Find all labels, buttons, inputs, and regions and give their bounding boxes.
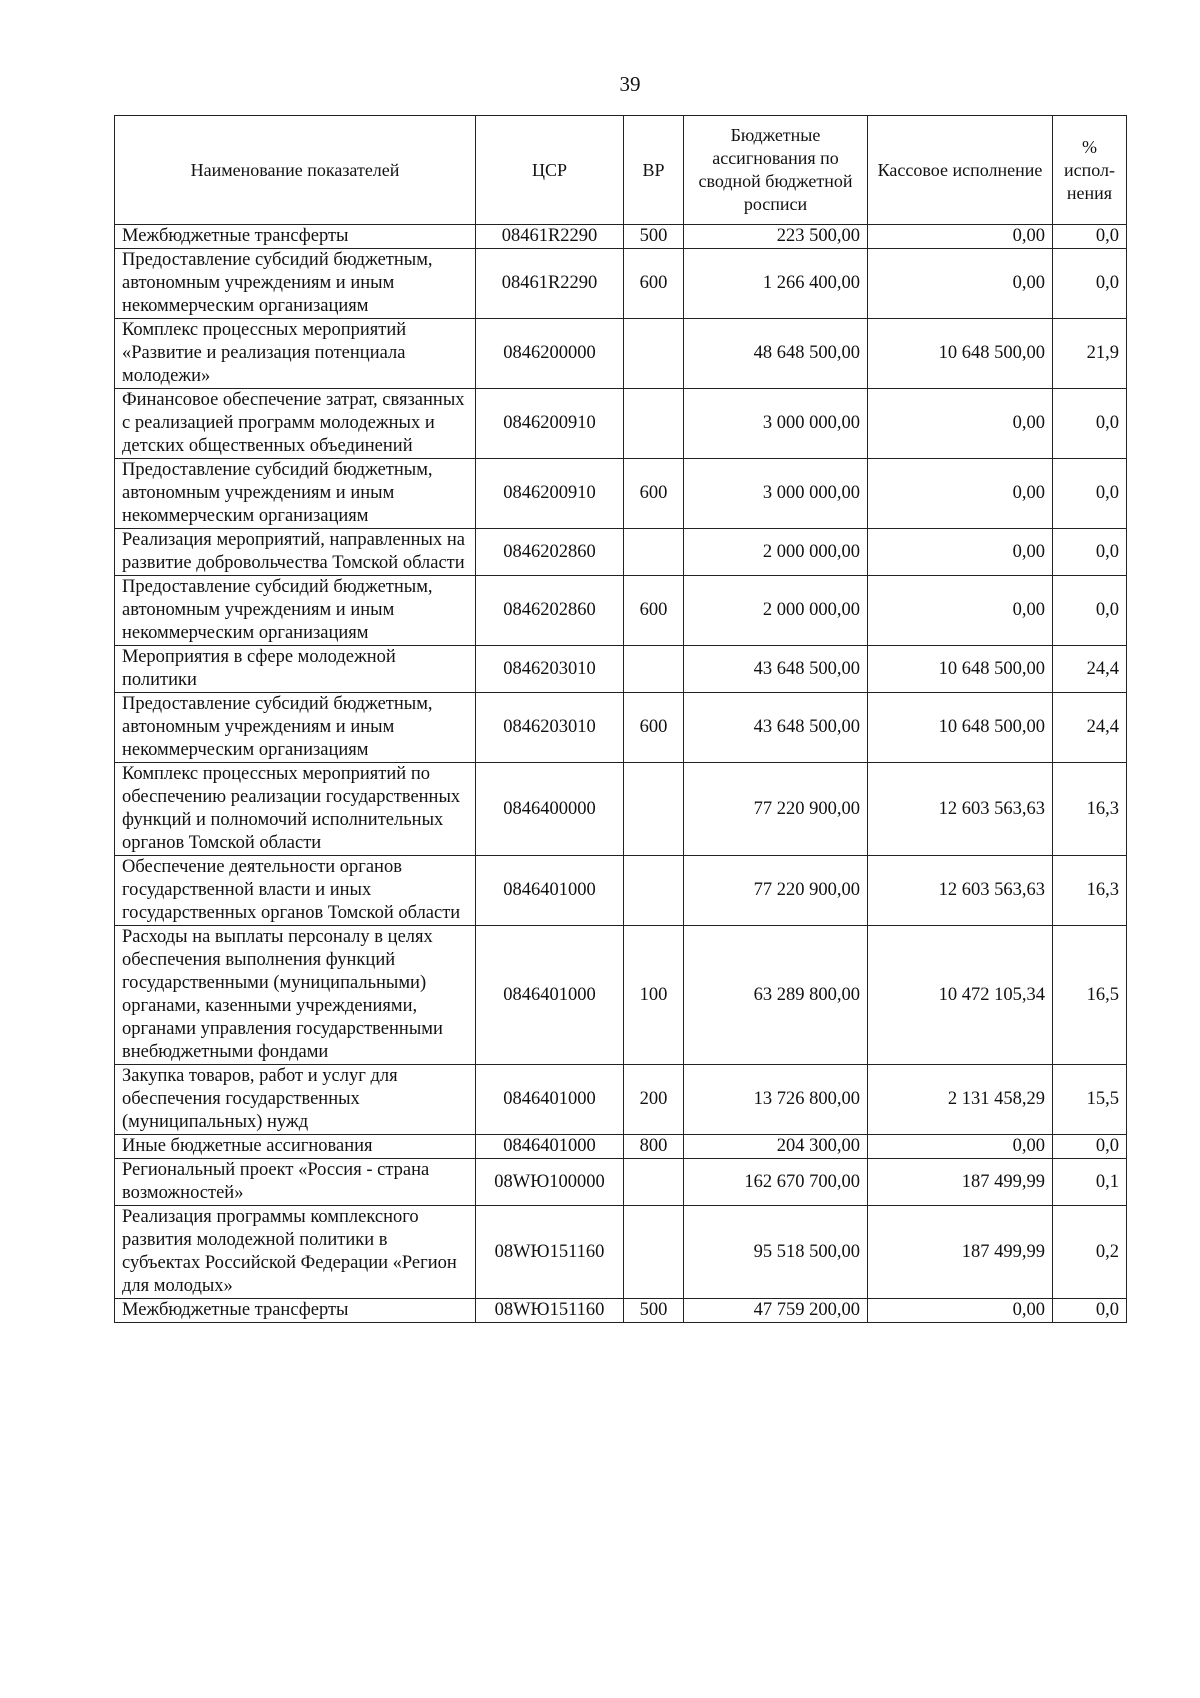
row-name: Предоставление субсидий бюджетным, автономным учреждениям и иным некоммерческим организациям: [115, 576, 476, 646]
row-exec: 187 499,99: [868, 1206, 1053, 1299]
row-vr: 600: [624, 693, 684, 763]
header-csr: ЦСР: [476, 116, 624, 225]
row-plan: 43 648 500,00: [684, 646, 868, 693]
row-csr: 0846202860: [476, 576, 624, 646]
budget-execution-table: [114, 115, 1127, 1323]
row-vr: 600: [624, 249, 684, 319]
row-exec: 10 648 500,00: [868, 646, 1053, 693]
row-vr: [624, 1206, 684, 1299]
row-plan: 63 289 800,00: [684, 926, 868, 1065]
row-name: Комплекс процессных мероприятий по обеспечению реализации государственных функций и полномочий исполнительных органов Томской области: [115, 763, 476, 856]
row-pct: 0,0: [1053, 249, 1127, 319]
row-name: Иные бюджетные ассигнования: [115, 1135, 476, 1159]
row-name: Финансовое обеспечение затрат, связанных с реализацией программ молодежных и детских общественных объединений: [115, 389, 476, 459]
row-csr: 0846203010: [476, 693, 624, 763]
row-pct: 24,4: [1053, 646, 1127, 693]
row-vr: 500: [624, 225, 684, 249]
row-plan: 162 670 700,00: [684, 1159, 868, 1206]
row-csr: 0846202860: [476, 529, 624, 576]
row-pct: 0,0: [1053, 459, 1127, 529]
header-vr: ВР: [624, 116, 684, 225]
row-pct: 0,0: [1053, 1299, 1127, 1323]
row-exec: 10 472 105,34: [868, 926, 1053, 1065]
row-csr: 08WЮ151160: [476, 1299, 624, 1323]
row-exec: 0,00: [868, 225, 1053, 249]
row-plan: 77 220 900,00: [684, 856, 868, 926]
row-vr: [624, 763, 684, 856]
table-row: [115, 646, 1127, 693]
row-name: Расходы на выплаты персоналу в целях обеспечения выполнения функций государственными (муниципальными) органами, казенными учреждениями, органами управления государственными внебюджетными фондами: [115, 926, 476, 1065]
table-row: [115, 576, 1127, 646]
table-header: [115, 116, 1127, 225]
row-pct: 0,1: [1053, 1159, 1127, 1206]
row-vr: 600: [624, 576, 684, 646]
row-pct: 0,0: [1053, 1135, 1127, 1159]
row-plan: 1 266 400,00: [684, 249, 868, 319]
table-row: [115, 1065, 1127, 1135]
page-number: 39: [619, 72, 641, 96]
row-csr: 0846200910: [476, 459, 624, 529]
row-name: Обеспечение деятельности органов государственной власти и иных государственных органов Томской области: [115, 856, 476, 926]
row-name: Межбюджетные трансферты: [115, 225, 476, 249]
row-name: Комплекс процессных мероприятий «Развитие и реализация потенциала молодежи»: [115, 319, 476, 389]
table-row: [115, 249, 1127, 319]
row-csr: 08461R2290: [476, 225, 624, 249]
row-exec: 0,00: [868, 389, 1053, 459]
row-name: Предоставление субсидий бюджетным, автономным учреждениям и иным некоммерческим организациям: [115, 459, 476, 529]
row-vr: 500: [624, 1299, 684, 1323]
row-pct: 0,2: [1053, 1206, 1127, 1299]
row-exec: 0,00: [868, 1299, 1053, 1323]
row-csr: 08WЮ151160: [476, 1206, 624, 1299]
row-vr: [624, 529, 684, 576]
row-exec: 2 131 458,29: [868, 1065, 1053, 1135]
row-plan: 48 648 500,00: [684, 319, 868, 389]
row-exec: 0,00: [868, 249, 1053, 319]
row-csr: 0846400000: [476, 763, 624, 856]
row-pct: 0,0: [1053, 529, 1127, 576]
row-exec: 0,00: [868, 459, 1053, 529]
table-row: [115, 459, 1127, 529]
row-plan: 3 000 000,00: [684, 459, 868, 529]
row-plan: 223 500,00: [684, 225, 868, 249]
row-name: Реализация мероприятий, направленных на развитие добровольчества Томской области: [115, 529, 476, 576]
table-row: [115, 1159, 1127, 1206]
row-plan: 77 220 900,00: [684, 763, 868, 856]
row-csr: 0846401000: [476, 856, 624, 926]
row-pct: 21,9: [1053, 319, 1127, 389]
row-vr: 100: [624, 926, 684, 1065]
row-pct: 0,0: [1053, 389, 1127, 459]
table-row: [115, 926, 1127, 1065]
row-name: Межбюджетные трансферты: [115, 1299, 476, 1323]
row-name: Предоставление субсидий бюджетным, автономным учреждениям и иным некоммерческим организациям: [115, 249, 476, 319]
row-csr: 0846200910: [476, 389, 624, 459]
header-name: Наименование показателей: [115, 116, 476, 225]
row-pct: 16,3: [1053, 763, 1127, 856]
table-body: [115, 225, 1127, 1323]
row-plan: 2 000 000,00: [684, 576, 868, 646]
row-exec: 10 648 500,00: [868, 319, 1053, 389]
table-row: [115, 389, 1127, 459]
row-plan: 47 759 200,00: [684, 1299, 868, 1323]
row-vr: [624, 646, 684, 693]
row-exec: 187 499,99: [868, 1159, 1053, 1206]
row-vr: [624, 319, 684, 389]
table-row: [115, 693, 1127, 763]
row-pct: 0,0: [1053, 576, 1127, 646]
row-exec: 12 603 563,63: [868, 763, 1053, 856]
row-csr: 0846200000: [476, 319, 624, 389]
table-row: [115, 225, 1127, 249]
row-name: Мероприятия в сфере молодежной политики: [115, 646, 476, 693]
header-pct: % испол-нения: [1053, 116, 1127, 225]
row-exec: 0,00: [868, 1135, 1053, 1159]
row-vr: 600: [624, 459, 684, 529]
table-row: [115, 763, 1127, 856]
row-pct: 15,5: [1053, 1065, 1127, 1135]
table-row: [115, 1135, 1127, 1159]
row-vr: [624, 856, 684, 926]
row-name: Закупка товаров, работ и услуг для обеспечения государственных (муниципальных) нужд: [115, 1065, 476, 1135]
table-row: [115, 1299, 1127, 1323]
row-exec: 12 603 563,63: [868, 856, 1053, 926]
table-row: [115, 856, 1127, 926]
row-exec: 0,00: [868, 529, 1053, 576]
row-vr: 200: [624, 1065, 684, 1135]
row-plan: 43 648 500,00: [684, 693, 868, 763]
row-csr: 0846401000: [476, 1135, 624, 1159]
row-csr: 0846203010: [476, 646, 624, 693]
header-plan: Бюджетные ассигнования по сводной бюджетной росписи: [684, 116, 868, 225]
table-row: [115, 1206, 1127, 1299]
row-plan: 2 000 000,00: [684, 529, 868, 576]
table-row: [115, 319, 1127, 389]
row-vr: [624, 389, 684, 459]
row-csr: 0846401000: [476, 1065, 624, 1135]
header-exec: Кассовое исполнение: [868, 116, 1053, 225]
row-csr: 08WЮ100000: [476, 1159, 624, 1206]
row-pct: 16,3: [1053, 856, 1127, 926]
row-name: Региональный проект «Россия - страна возможностей»: [115, 1159, 476, 1206]
row-vr: 800: [624, 1135, 684, 1159]
row-exec: 0,00: [868, 576, 1053, 646]
row-name: Предоставление субсидий бюджетным, автономным учреждениям и иным некоммерческим организациям: [115, 693, 476, 763]
row-vr: [624, 1159, 684, 1206]
row-csr: 08461R2290: [476, 249, 624, 319]
row-pct: 16,5: [1053, 926, 1127, 1065]
row-csr: 0846401000: [476, 926, 624, 1065]
row-pct: 24,4: [1053, 693, 1127, 763]
row-name: Реализация программы комплексного развития молодежной политики в субъектах Российской Федерации «Регион для молодых»: [115, 1206, 476, 1299]
row-plan: 95 518 500,00: [684, 1206, 868, 1299]
row-exec: 10 648 500,00: [868, 693, 1053, 763]
table-row: [115, 529, 1127, 576]
row-pct: 0,0: [1053, 225, 1127, 249]
row-plan: 3 000 000,00: [684, 389, 868, 459]
row-plan: 204 300,00: [684, 1135, 868, 1159]
row-plan: 13 726 800,00: [684, 1065, 868, 1135]
